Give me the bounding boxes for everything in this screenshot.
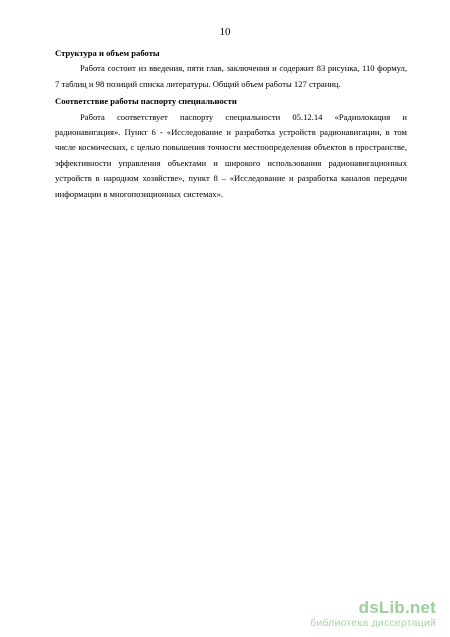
watermark	[310, 599, 436, 629]
document-body	[55, 46, 407, 202]
watermark-logo: dsLib.net	[358, 598, 436, 617]
page-number: 10	[219, 26, 231, 38]
section-heading-passport: Соответствие работы паспорту специальности	[55, 96, 237, 107]
section-heading-structure: Структура и объем работы	[55, 48, 160, 58]
section-paragraph-passport: Работа соответствует паспорту специальности 05.12.14 «Радиолокация и радионавигация». Пункт 6 - «Исследование и разработка устройств радионавигации, в том числе космических, с целью повышения точности местоопределения объектов в пространстве, эффективности управления объектами и широкого использования радионавигационных устройств в народном хозяйстве», пункт 8 – «Исследование и разработка каналов передачи информации в многопозиционных системах».	[55, 111, 407, 199]
section-paragraph-structure: Работа состоит из введения, пяти глав, заключения и содержит 83 рисунка, 110 формул, 7 таблиц и 98 позиций списка литературы. Общий объем работы 127 страниц.	[55, 63, 407, 89]
watermark-subtitle: библиотека диссертаций	[310, 617, 436, 629]
